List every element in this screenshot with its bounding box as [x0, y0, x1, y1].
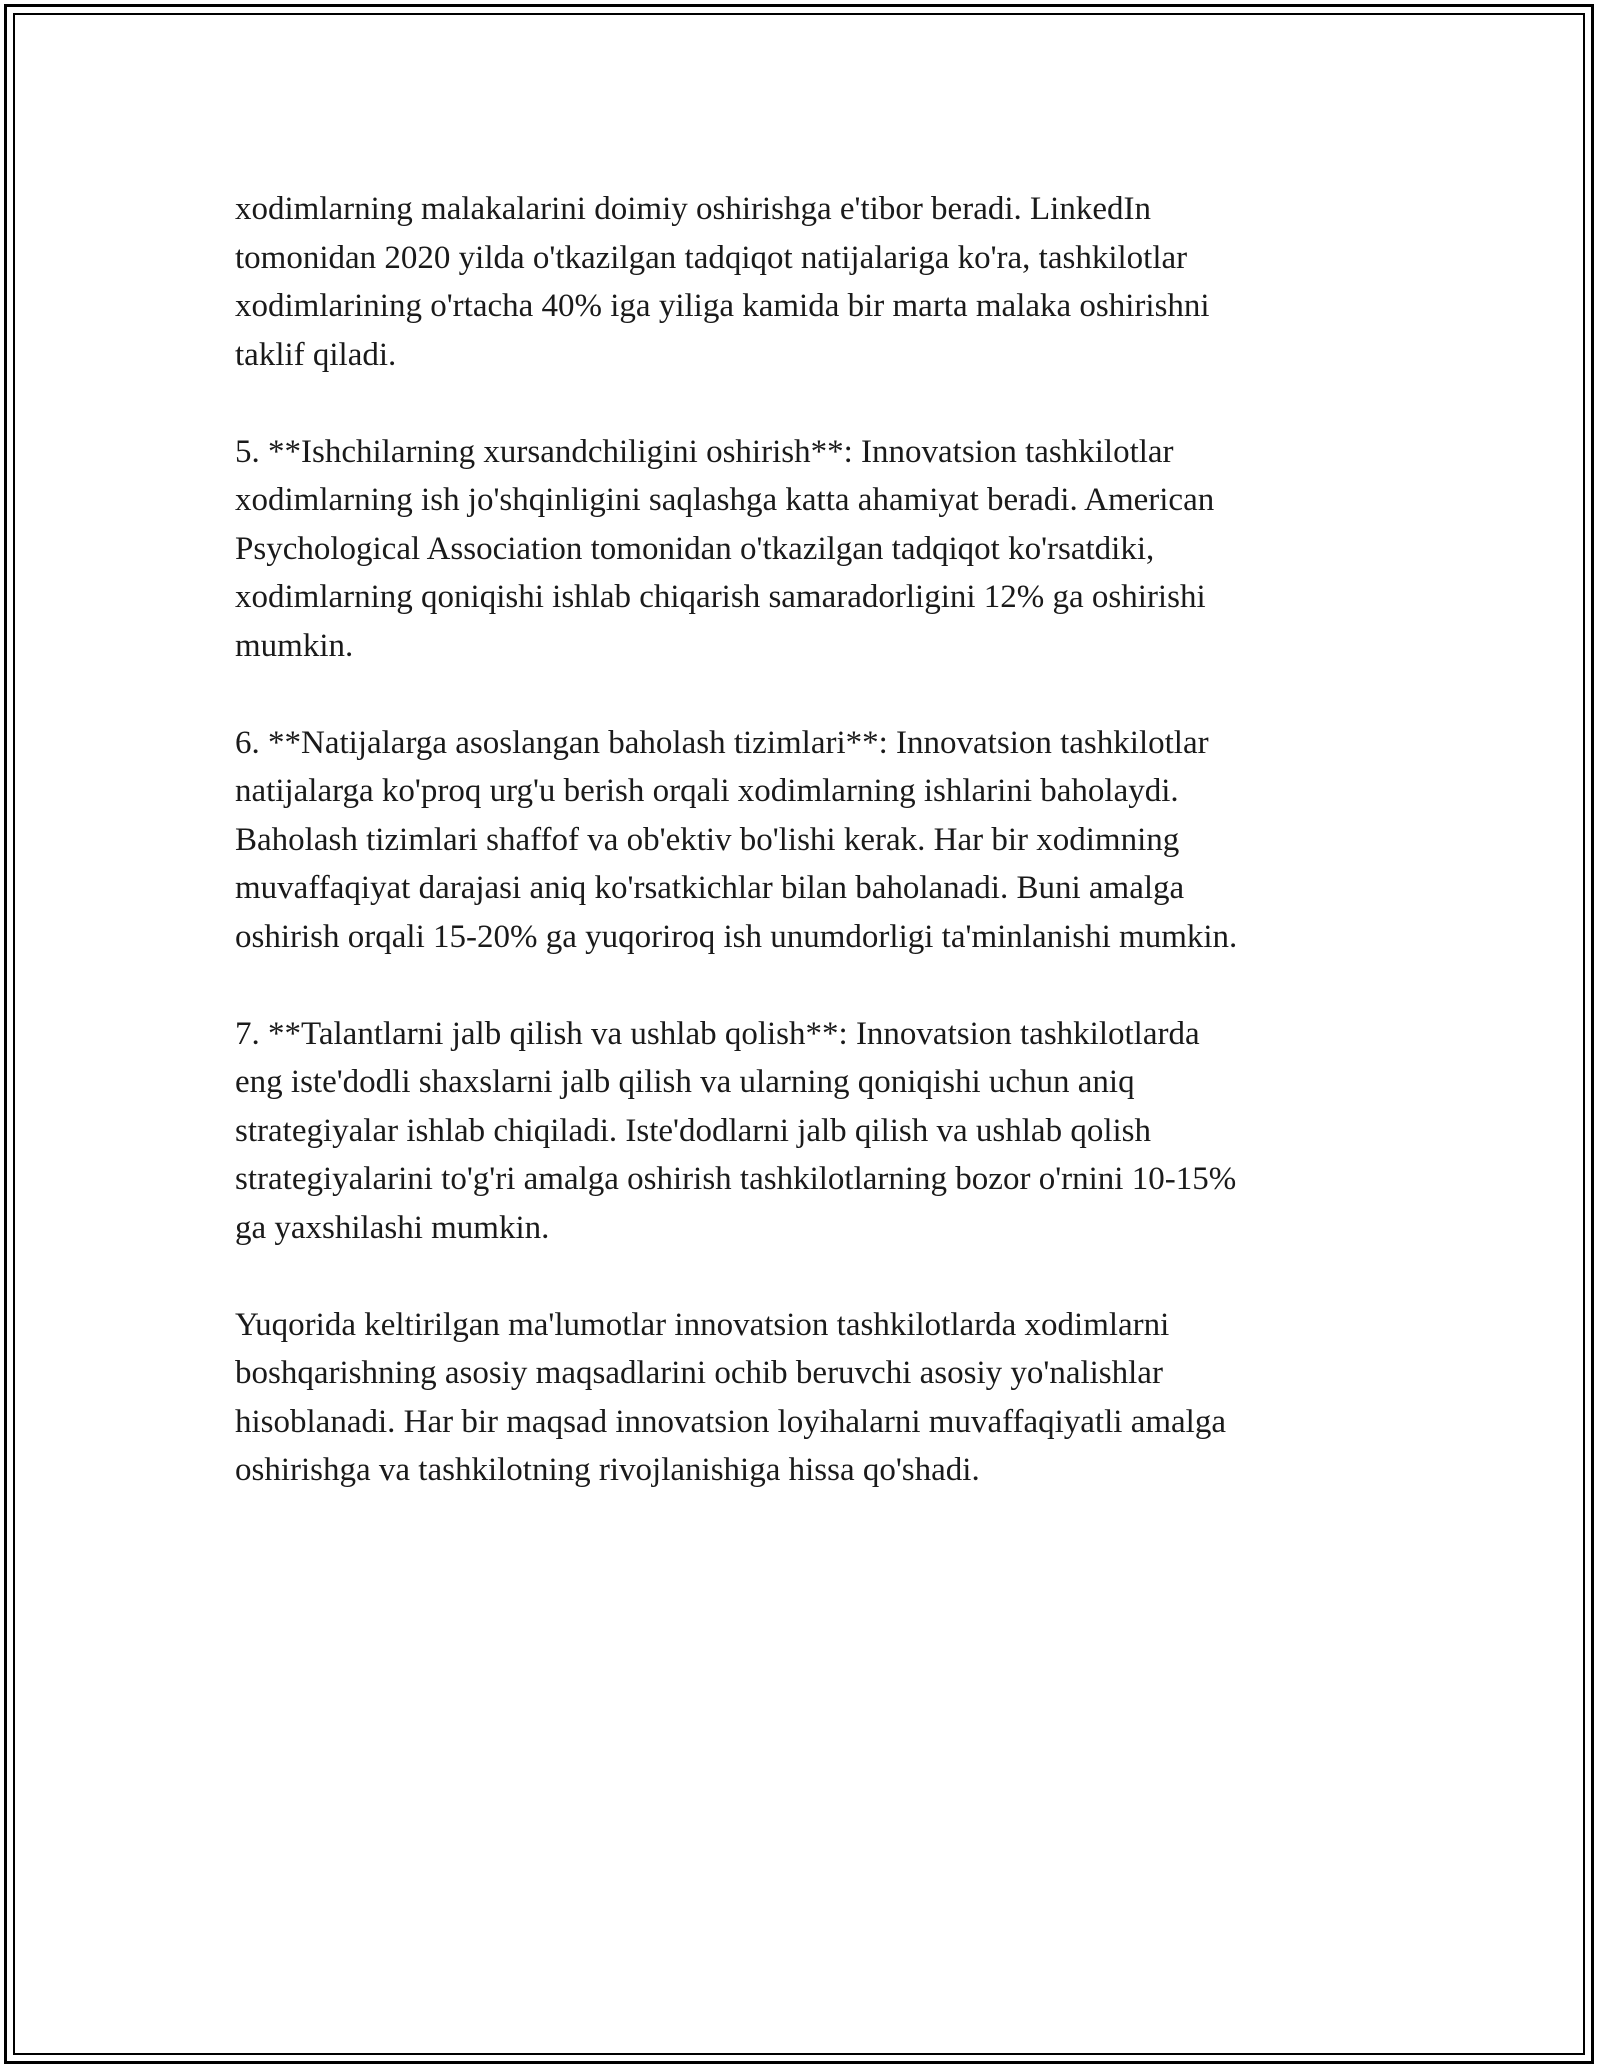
paragraph-talent-attraction: 7. **Talantlarni jalb qilish va ushlab qolish**: Innovatsion tashkilotlarda eng iste'dodli shaxslarni jalb qilish va ularning qoniqishi uchun aniq strategiyalar ishlab chiqiladi. Iste'dodlarni jalb qilish va ushlab qolish strategiyalarini to'g'ri amalga oshirish tashkilotlarning bozor o'rnini 10-15% ga yaxshilashi mumkin.	[235, 1015, 1237, 1246]
paragraph-conclusion: Yuqorida keltirilgan ma'lumotlar innovatsion tashkilotlarda xodimlarni boshqarishning asosiy maqsadlarini ochib beruvchi asosiy yo'nalishlar hisoblanadi. Har bir maqsad innovatsion loyihalarni muvaffaqiyatli amalga oshirishga va tashkilotning rivojlanishiga hissa qo'shadi.	[235, 1306, 1226, 1488]
paragraph-training: xodimlarning malakalarini doimiy oshirishga e'tibor beradi. LinkedIn tomonidan 2020 yilda o'tkazilgan tadqiqot natijalariga ko'ra, tashkilotlar xodimlarining o'rtacha 40% iga yiliga kamida bir marta malaka oshirishni taklif qiladi.	[235, 191, 1210, 373]
document-body	[235, 185, 1365, 1543]
paragraph-results-based-evaluation: 6. **Natijalarga asoslangan baholash tizimlari**: Innovatsion tashkilotlar natijalarga ko'proq urg'u berish orqali xodimlarning ishlarini baholaydi. Baholash tizimlari shaffof va ob'ektiv bo'lishi kerak. Har bir xodimning muvaffaqiyat darajasi aniq ko'rsatkichlar bilan baholanadi. Buni amalga oshirish orqali 15-20% ga yuqoriroq ish unumdorligi ta'minlanishi mumkin.	[235, 724, 1238, 955]
paragraph-employee-happiness: 5. **Ishchilarning xursandchiligini oshirish**: Innovatsion tashkilotlar xodimlarning ish jo'shqinligini saqlashga katta ahamiyat beradi. American Psychological Association tomonidan o'tkazilgan tadqiqot ko'rsatdiki, xodimlarning qoniqishi ishlab chiqarish samaradorligini 12% ga oshirishi mumkin.	[235, 433, 1215, 664]
